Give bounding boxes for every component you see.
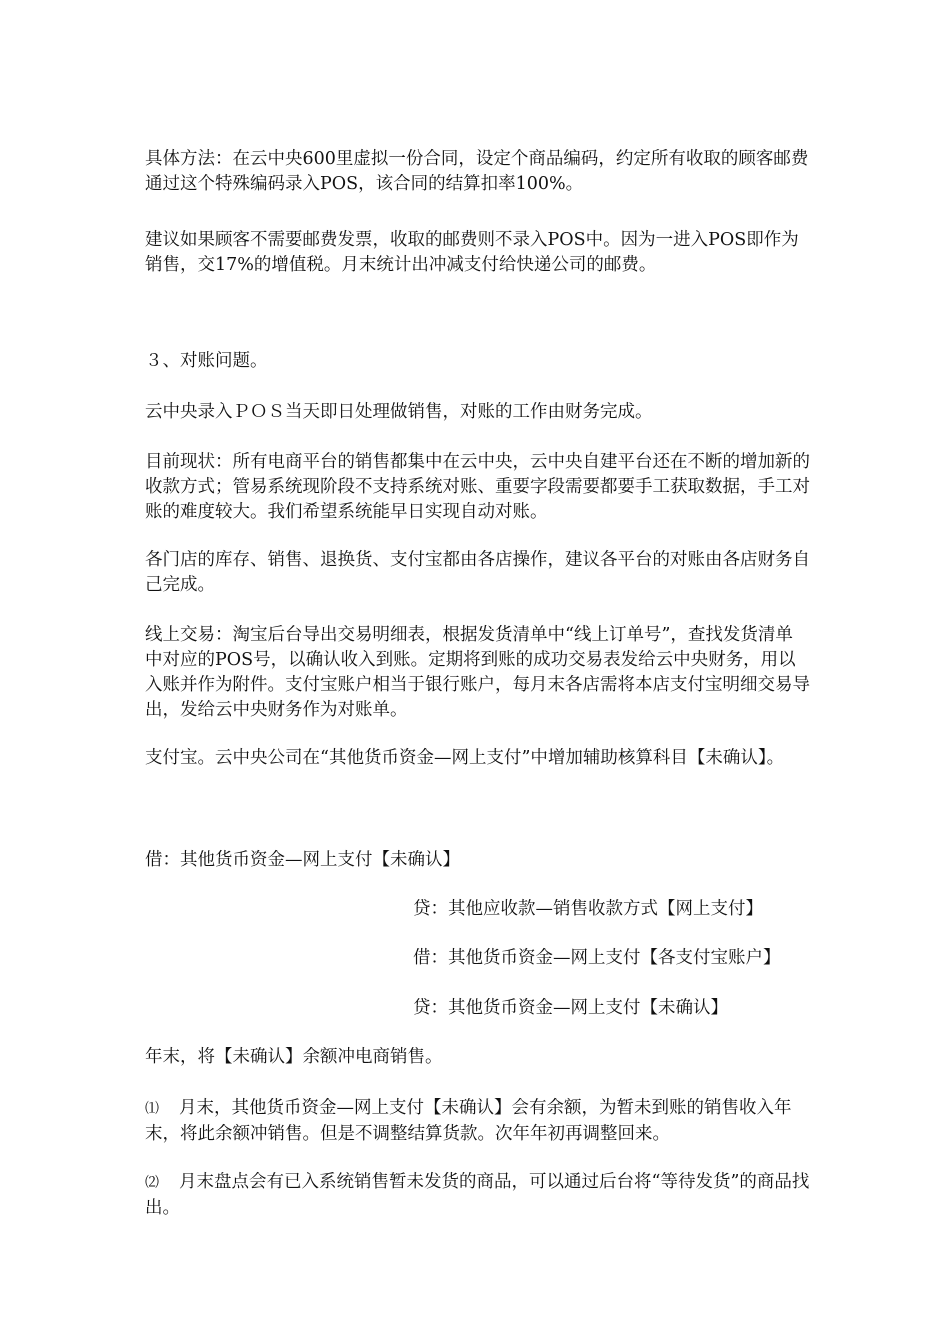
journal-debit-1: 借：其他货币资金—网上支付【未确认】: [145, 850, 460, 870]
list-item-1: [145, 1096, 810, 1147]
journal-credit-1: 贷：其他应收款—销售收款方式【网上支付】: [413, 899, 763, 919]
paragraph-stores: 各门店的库存、销售、退换货、支付宝都由各店操作，建议各平台的对账由各店财务自己完成。: [145, 550, 810, 595]
paragraph-alipay: 支付宝。云中央公司在“其他货币资金—网上支付”中增加辅助核算科目【未确认】。: [145, 748, 785, 768]
list-item-1-text: 月末，其他货币资金—网上支付【未确认】会有余额，为暂未到账的销售收入年末，将此余额冲销售。但是不调整结算货款。次年年初再调整回来。: [145, 1098, 792, 1144]
paragraph-pos-entry: 云中央录入ＰＯＳ当天即日处理做销售，对账的工作由财务完成。: [145, 402, 653, 422]
list-item-1-number: ⑴: [145, 1101, 159, 1117]
journal-credit-2: 贷：其他货币资金—网上支付【未确认】: [413, 998, 728, 1018]
paragraph-status: 目前现状：所有电商平台的销售都集中在云中央，云中央自建平台还在不断的增加新的收款方式；管易系统现阶段不支持系统对账、重要字段需要都要手工获取数据，手工对账的难度较大。我们希望系统能早日实现自动对账。: [145, 452, 810, 522]
paragraph-year-end: 年末，将【未确认】余额冲电商销售。: [145, 1047, 443, 1067]
journal-debit-2: 借：其他货币资金—网上支付【各支付宝账户】: [413, 948, 781, 968]
list-item-2: [145, 1170, 810, 1221]
paragraph-online: 线上交易：淘宝后台导出交易明细表，根据发货清单中“线上订单号”，查找发货清单中对应的POS号，以确认收入到账。定期将到账的成功交易表发给云中央财务，用以入账并作为附件。支付宝账户相当于银行账户，每月末各店需将本店支付宝明细交易导出，发给云中央财务作为对账单。: [145, 625, 810, 720]
list-item-2-text: 月末盘点会有已入系统销售暂未发货的商品，可以通过后台将“等待发货”的商品找出。: [145, 1172, 810, 1218]
paragraph-suggestion: 建议如果顾客不需要邮费发票，收取的邮费则不录入POS中。因为一进入POS即作为销售，交17%的增值税。月末统计出冲减支付给快递公司的邮费。: [145, 230, 799, 275]
section-heading: ３、对账问题。: [145, 351, 268, 371]
list-item-2-number: ⑵: [145, 1175, 159, 1191]
paragraph-method: 具体方法：在云中央600里虚拟一份合同，设定个商品编码，约定所有收取的顾客邮费通过这个特殊编码录入POS，该合同的结算扣率100%。: [145, 149, 809, 194]
